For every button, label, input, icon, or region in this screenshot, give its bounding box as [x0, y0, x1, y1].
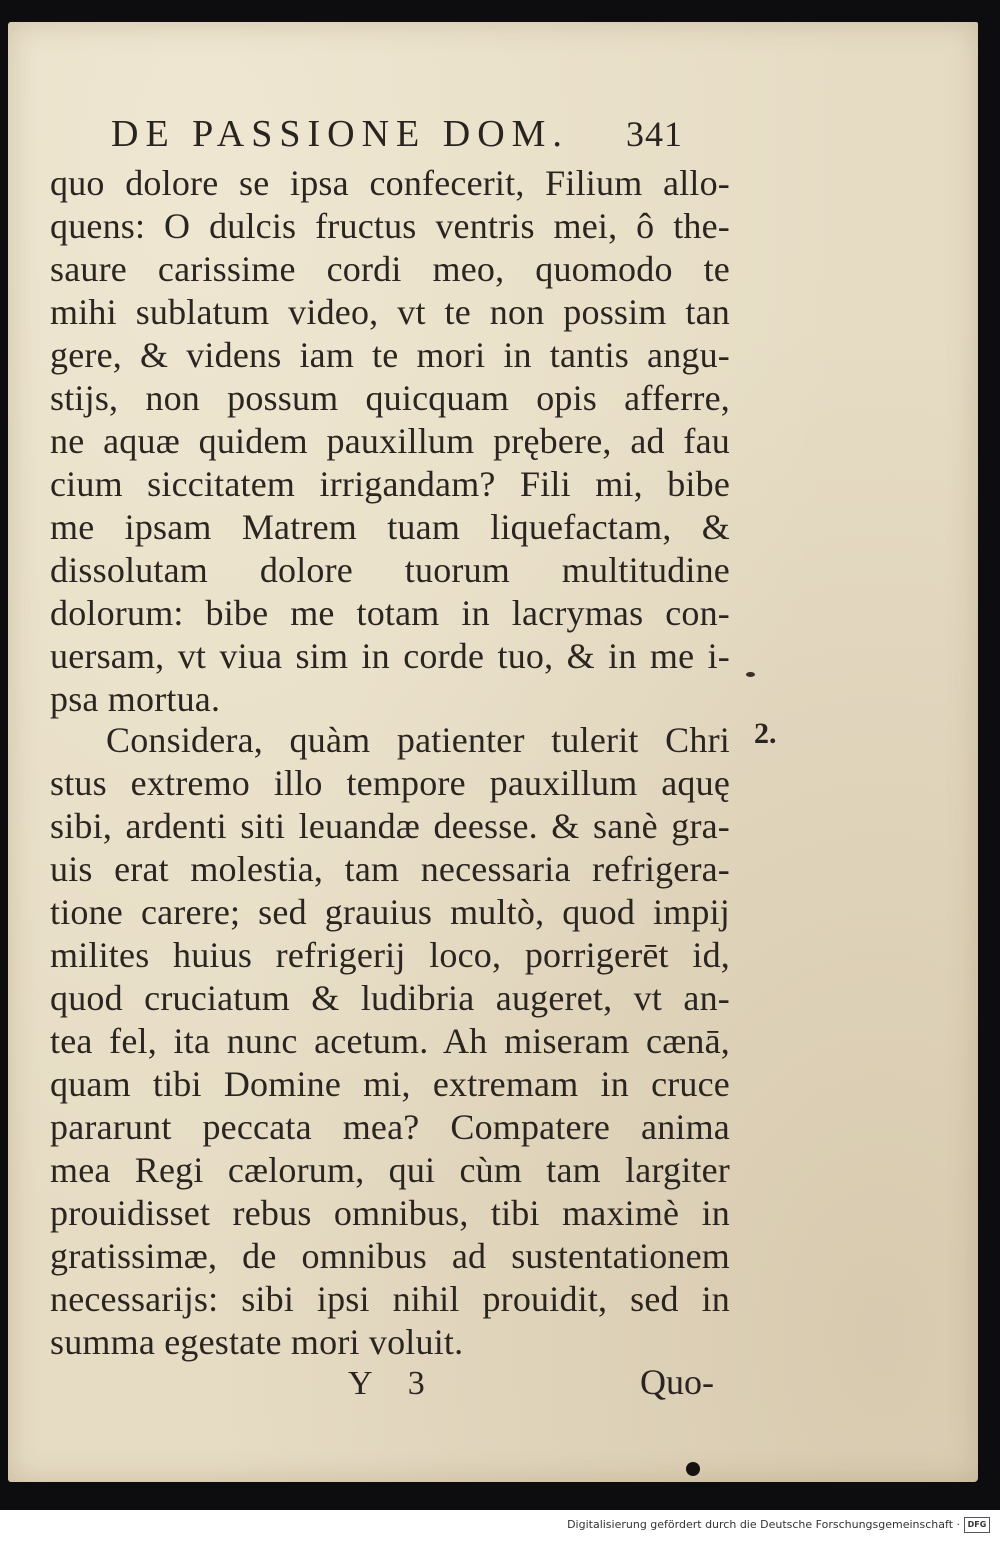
text-line: gere, & videns iam te mori in tantis angu-	[50, 335, 730, 375]
text-line: sibi, ardenti siti leuandæ deesse. & sanè gra-	[50, 806, 730, 846]
ink-speck	[746, 672, 755, 677]
text-line: quam tibi Domine mi, extremam in cruce	[50, 1064, 730, 1104]
text-line: summa egestate mori voluit.	[50, 1322, 464, 1362]
text-line: quod cruciatum & ludibria augeret, vt an-	[50, 978, 730, 1018]
text-line: pararunt peccata mea? Compatere anima	[50, 1107, 730, 1147]
text-line: uis erat molestia, tam necessaria refrigera-	[50, 849, 730, 889]
text-line: Considera, quàm patienter tulerit Chri	[106, 720, 730, 760]
text-line: psa mortua.	[50, 679, 221, 719]
text-line: mihi sublatum video, vt te non possim tan	[50, 292, 730, 332]
text-line: uersam, vt viua sim in corde tuo, & in me i-	[50, 636, 730, 676]
dfg-logo-icon: DFG	[964, 1517, 990, 1533]
text-line: cium siccitatem irrigandam? Fili mi, bibe	[50, 464, 730, 504]
footer-bar	[0, 1510, 1000, 1541]
text-line: dolorum: bibe me totam in lacrymas con-	[50, 593, 730, 633]
text-line: necessarijs: sibi ipsi nihil prouidit, sed in	[50, 1279, 730, 1319]
paragraph-2	[50, 719, 730, 1364]
text-line: dissolutam dolore tuorum multitudine	[50, 550, 730, 590]
ink-speck	[686, 1462, 700, 1476]
text-line: mea Regi cælorum, qui cùm tam largiter	[50, 1150, 730, 1190]
text-line: prouidisset rebus omnibus, tibi maximè in	[50, 1193, 730, 1233]
text-line: milites huius refrigerij loco, porrigerēt id,	[50, 935, 730, 975]
text-line: stijs, non possum quicquam opis afferre,	[50, 378, 730, 418]
text-line: saure carissime cordi meo, quomodo te	[50, 249, 730, 289]
text-line: tione carere; sed grauius multò, quod impij	[50, 892, 730, 932]
text-line: stus extremo illo tempore pauxillum aquę	[50, 763, 730, 803]
paragraph-1	[50, 162, 730, 721]
running-head	[111, 112, 711, 156]
funding-note: Digitalisierung gefördert durch die Deutsche Forschungsgemeinschaft ·	[567, 1518, 960, 1531]
text-line: quens: O dulcis fructus ventris mei, ô the-	[50, 206, 730, 246]
marginal-note: 2.	[754, 717, 777, 750]
text-line: gratissimæ, de omnibus ad sustentationem	[50, 1236, 730, 1276]
page-number: 341	[626, 114, 683, 154]
running-head-title: DE PASSIONE DOM.	[111, 113, 569, 155]
signature-mark: Y 3	[348, 1365, 439, 1402]
text-line: me ipsam Matrem tuam liquefactam, &	[50, 507, 730, 547]
text-line: tea fel, ita nunc acetum. Ah miseram cænā,	[50, 1021, 730, 1061]
text-line: quo dolore se ipsa confecerit, Filium allo-	[50, 163, 730, 203]
catchword: Quo-	[640, 1362, 714, 1402]
book-page	[8, 22, 978, 1482]
text-line: ne aquæ quidem pauxillum prębere, ad fau	[50, 421, 730, 461]
